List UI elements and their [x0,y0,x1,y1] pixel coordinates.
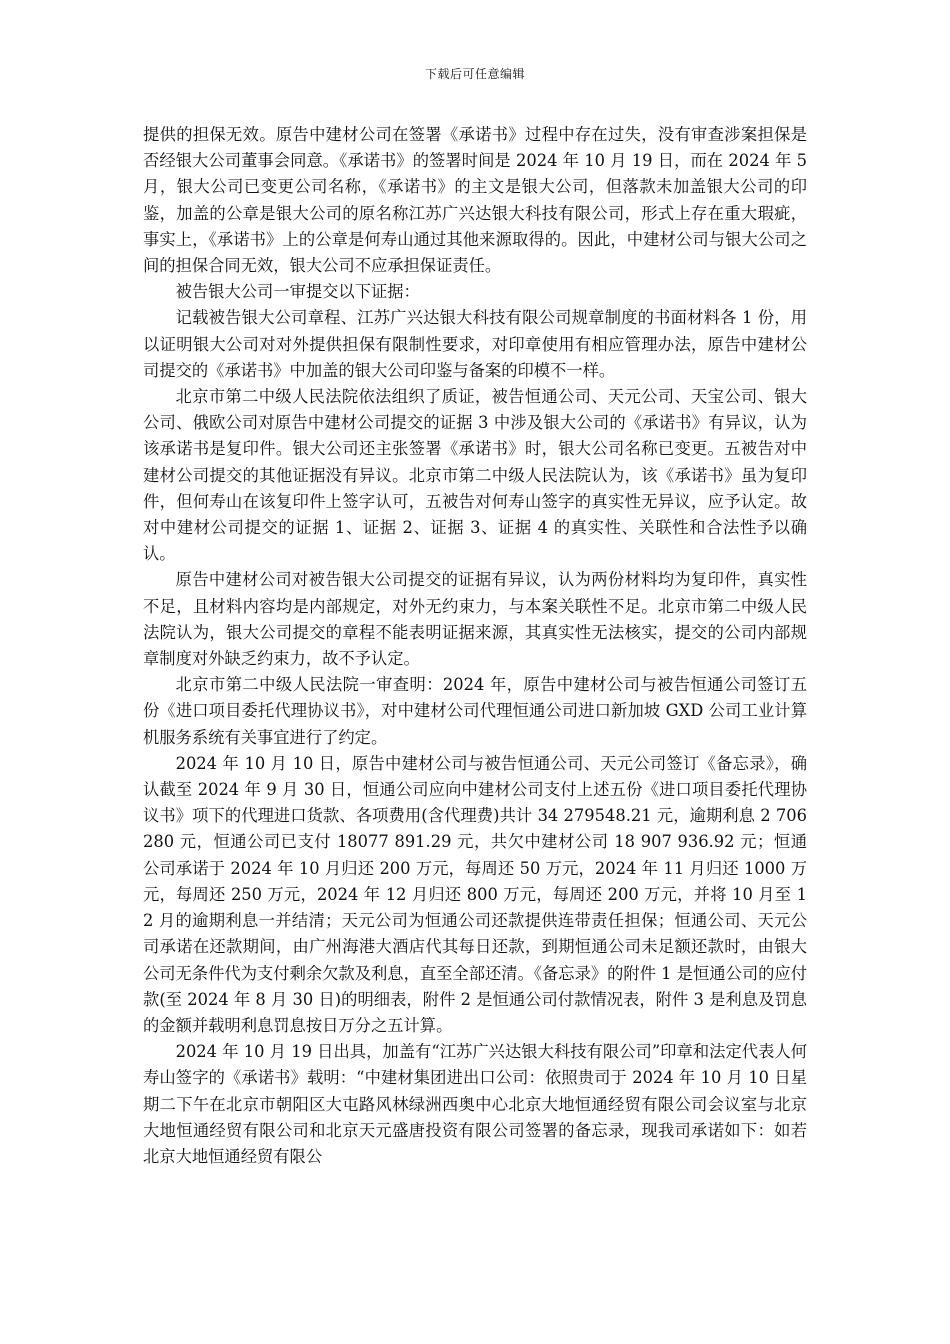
body-paragraph: 原告中建材公司对被告银大公司提交的证据有异议，认为两份材料均为复印件，真实性不足，且材料内容均是内部规定，对外无约束力，与本案关联性不足。北京市第二中级人民法院认为，银大公司提交的章程不能表明证据来源，其真实性无法核实，提交的公司内部规章制度对外缺乏约束力，故不予认定。 [143,570,807,669]
page-header: 下载后可任意编辑 [424,67,525,81]
body-paragraph: 被告银大公司一审提交以下证据： [175,282,420,302]
body-paragraph: 提供的担保无效。原告中建材公司在签署《承诺书》过程中存在过失，没有审查涉案担保是否经银大公司董事会同意。《承诺书》的签署时间是 2024 年 10 月 19 日，而在 2024 年 5 月，银大公司已变更公司名称，《承诺书》的主文是银大公司，但落款未加盖银大公司的印鉴，加盖的公章是银大公司的原名称江苏广兴达银大科技有限公司，形式上存在重大瑕疵，事实上，《承诺书》上的公章是何寿山通过其他来源取得的。因此，中建材公司与银大公司之间的担保合同无效，银大公司不应承担保证责任。 [143,125,807,276]
document-body [143,122,807,1170]
body-paragraph: 2024 年 10 月 10 日，原告中建材公司与被告恒通公司、天元公司签订《备忘录》，确认截至 2024 年 9 月 30 日，恒通公司应向中建材公司支付上述五份《进口项目委托代理协议书》项下的代理进口货款、各项费用(含代理费)共计 34 279548.21 元，逾期利息 2 706 280 元，恒通公司已支付 18077 891.29 元，共欠中建材公司 18 907 936.92 元；恒通公司承诺于 2024 年 10 月归还 200 万元，每周还 50 万元，2024 年 11 月归还 1000 万元，每周还 250 万元，2024 年 12 月归还 800 万元，每周还 200 万元，并将 10 月至 12 月的逾期利息一并结清；天元公司为恒通公司还款提供连带责任担保；恒通公司、天元公司承诺在还款期间，由广州海港大酒店代其每日还款，到期恒通公司未足额还款时，由银大公司无条件代为支付剩余欠款及利息，直至全部还清。《备忘录》的附件 1 是恒通公司的应付款(至 2024 年 8 月 30 日)的明细表，附件 2 是恒通公司付款情况表，附件 3 是利息及罚息的金额并载明利息罚息按日万分之五计算。 [143,753,807,1035]
body-paragraph: 北京市第二中级人民法院一审查明：2024 年，原告中建材公司与被告恒通公司签订五份《进口项目委托代理协议书》，对中建材公司代理恒通公司进口新加坡 GXD 公司工业计算机服务系统有关事宜进行了约定。 [143,675,807,747]
body-paragraph: 记载被告银大公司章程、江苏广兴达银大科技有限公司规章制度的书面材料各 1 份，用以证明银大公司对对外提供担保有限制性要求，对印章使用有相应管理办法，原告中建材公司提交的《承诺书》中加盖的银大公司印鉴与备案的印模不一样。 [143,308,807,380]
body-paragraph: 2024 年 10 月 19 日出具，加盖有“江苏广兴达银大科技有限公司”印章和法定代表人何寿山签字的《承诺书》载明：“中建材集团进出口公司：依照贵司于 2024 年 10 月 10 日星期二下午在北京市朝阳区大屯路风林绿洲西奥中心北京大地恒通经贸有限公司会议室与北京大地恒通经贸有限公司和北京天元盛唐投资有限公司签署的备忘录，现我司承诺如下：如若北京大地恒通经贸有限公 [143,1042,807,1166]
body-paragraph: 北京市第二中级人民法院依法组织了质证，被告恒通公司、天元公司、天宝公司、银大公司、俄欧公司对原告中建材公司提交的证据 3 中涉及银大公司的《承诺书》有异议，认为该承诺书是复印件。银大公司还主张签署《承诺书》时，银大公司名称已变更。五被告对中建材公司提交的其他证据没有异议。北京市第二中级人民法院认为，该《承诺书》虽为复印件，但何寿山在该复印件上签字认可，五被告对何寿山签字的真实性无异议，应予认定。故对中建材公司提交的证据 1、证据 2、证据 3、证据 4 的真实性、关联性和合法性予以确认。 [143,387,807,564]
